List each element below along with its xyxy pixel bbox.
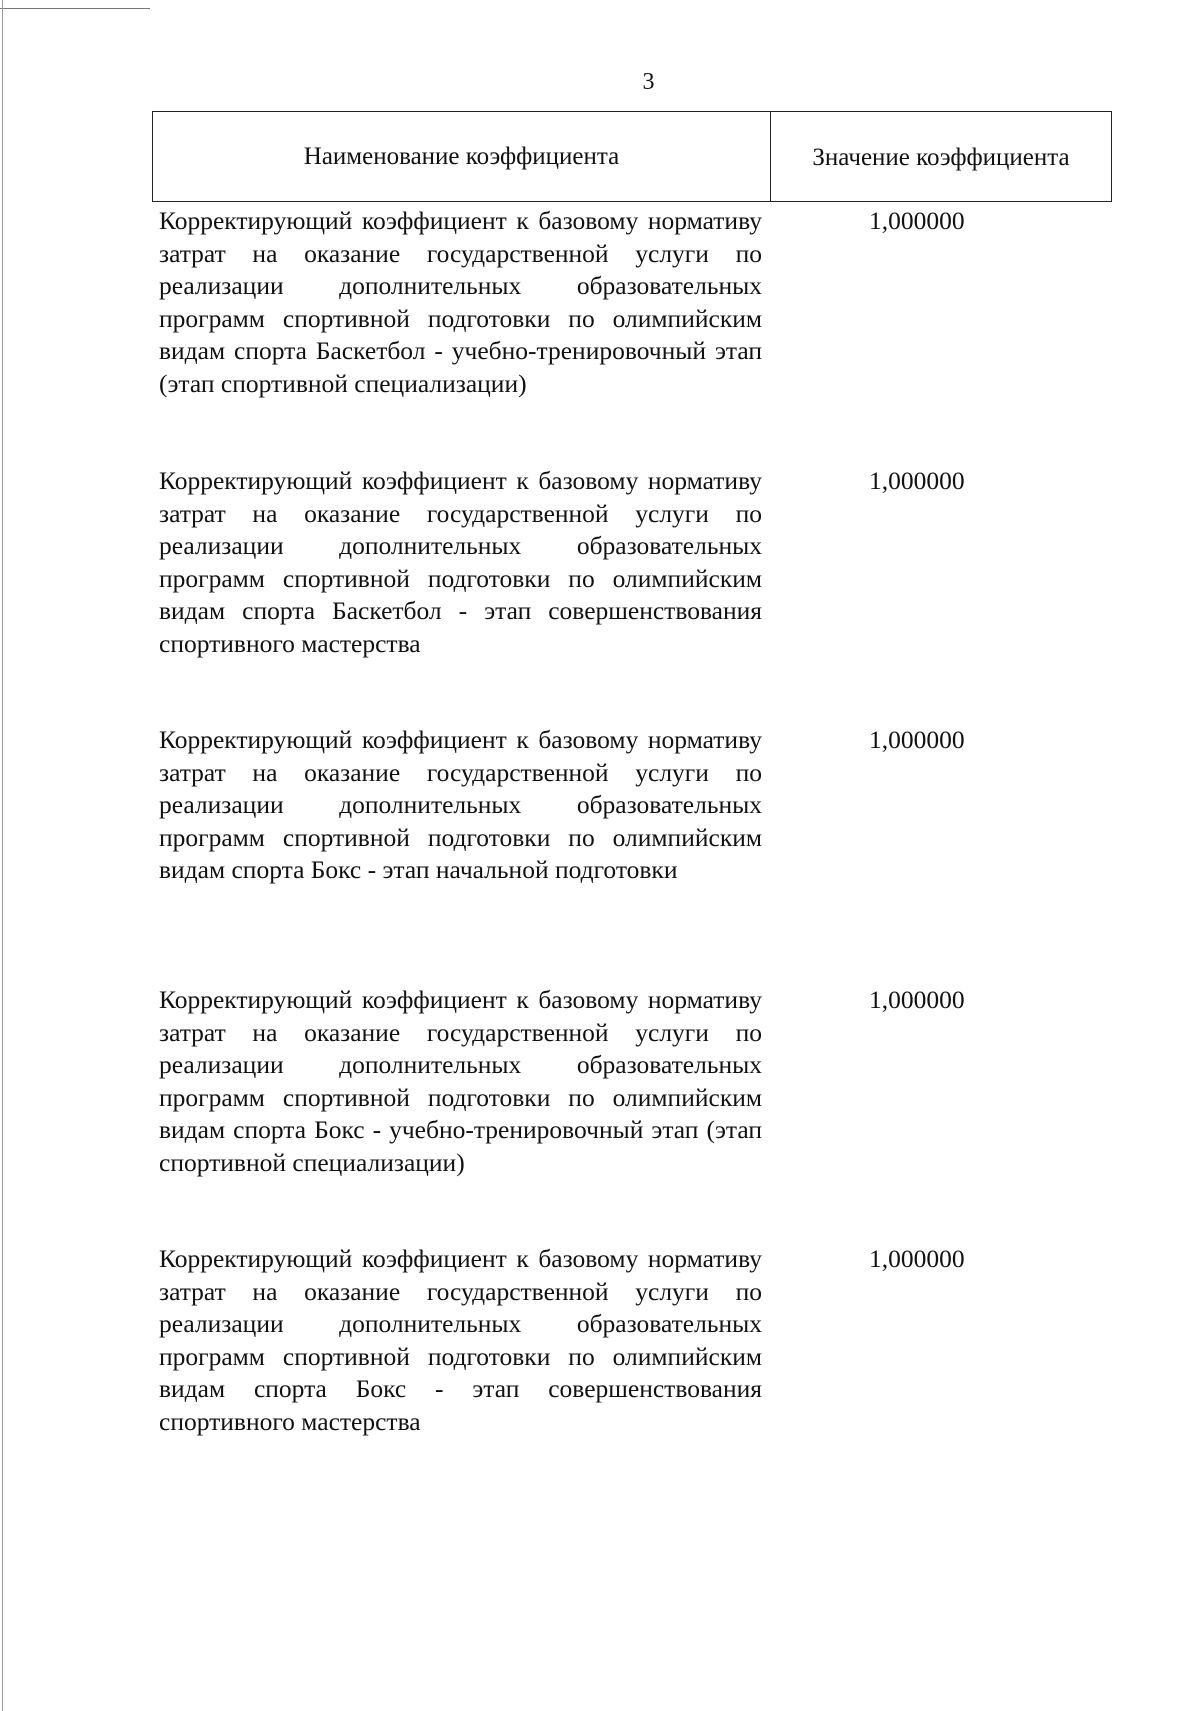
coefficient-value: 1,000000 bbox=[869, 985, 965, 1014]
coefficient-name: Корректирующий коэффициент к базовому нормативу затрат на оказание государственной услуги по реализации дополнительных образовательных программ спортивной подготовки по олимпийским видам спорта Бокс - этап совершенствования спортивного мастерства bbox=[159, 1244, 762, 1436]
coefficient-name: Корректирующий коэффициент к базовому нормативу затрат на оказание государственной услуги по реализации дополнительных образовательных программ спортивной подготовки по олимпийским видам спорта Бокс - этап начальной подготовки bbox=[159, 725, 762, 884]
coefficient-value: 1,000000 bbox=[869, 466, 965, 495]
coefficient-value: 1,000000 bbox=[869, 725, 965, 754]
coefficient-name: Корректирующий коэффициент к базовому нормативу затрат на оказание государственной услуги по реализации дополнительных образовательных программ спортивной подготовки по олимпийским видам спорта Баскетбол - этап совершенствования спортивного мастерства bbox=[159, 466, 762, 658]
coefficient-name: Корректирующий коэффициент к базовому нормативу затрат на оказание государственной услуги по реализации дополнительных образовательных программ спортивной подготовки по олимпийским видам спорта Баскетбол - учебно-тренировочный этап (этап спортивной специализации) bbox=[159, 206, 762, 398]
header-coefficient-value: Значение коэффициента bbox=[812, 143, 1070, 171]
scan-edge-top-left bbox=[0, 8, 150, 9]
page-number: 3 bbox=[642, 69, 655, 95]
scan-edge-left bbox=[2, 0, 3, 1711]
coefficient-value: 1,000000 bbox=[869, 206, 965, 235]
header-coefficient-name: Наименование коэффициента bbox=[153, 112, 771, 201]
table-header bbox=[152, 111, 1112, 202]
coefficient-name: Корректирующий коэффициент к базовому нормативу затрат на оказание государственной услуги по реализации дополнительных образовательных программ спортивной подготовки по олимпийским видам спорта Бокс - учебно-тренировочный этап (этап спортивной специализации) bbox=[159, 985, 762, 1177]
coefficient-value: 1,000000 bbox=[869, 1244, 965, 1273]
